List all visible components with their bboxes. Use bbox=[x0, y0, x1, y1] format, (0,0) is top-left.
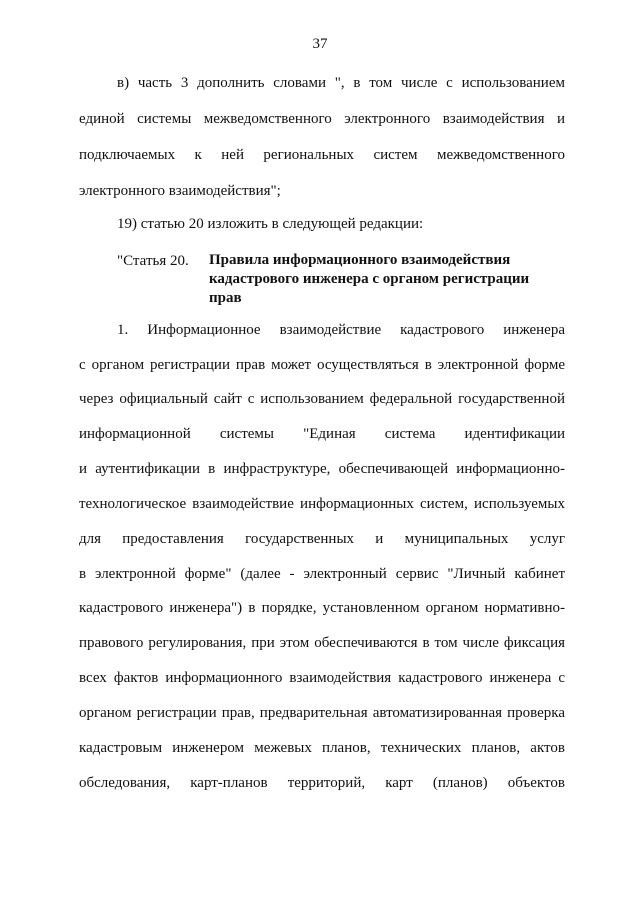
clause-1-line-6: технологическое взаимодействие информационных систем, используемых bbox=[79, 496, 565, 512]
clause-1-line-13: кадастровым инженером межевых планов, технических планов, актов bbox=[79, 740, 565, 756]
paragraph-v-line-3: подключаемых к ней региональных систем межведомственного bbox=[79, 147, 565, 163]
clause-1-line-5: и аутентификации в инфраструктуре, обеспечивающей информационно- bbox=[79, 461, 565, 477]
article-title-line-2: кадастрового инженера с органом регистрации bbox=[209, 271, 530, 287]
clause-1-line-9: кадастрового инженера") в порядке, установленном органом нормативно- bbox=[79, 600, 565, 616]
clause-1-line-1: 1. Информационное взаимодействие кадастрового инженера bbox=[117, 322, 565, 338]
clause-1-line-7: для предоставления государственных и муниципальных услуг bbox=[79, 531, 565, 547]
clause-1-line-14: обследования, карт-планов территорий, карт (планов) объектов bbox=[79, 775, 565, 791]
paragraph-v-line-1: в) часть 3 дополнить словами ", в том числе с использованием bbox=[117, 75, 565, 91]
paragraph-v-line-2: единой системы межведомственного электронного взаимодействия и bbox=[79, 111, 565, 127]
article-title bbox=[209, 251, 549, 308]
clause-1-line-8: в электронной форме" (далее - электронный сервис "Личный кабинет bbox=[79, 566, 565, 582]
clause-1-line-11: всех фактов информационного взаимодействия кадастрового инженера с bbox=[79, 670, 565, 686]
item-19: 19) статью 20 изложить в следующей редакции: bbox=[117, 216, 424, 232]
clause-1-line-2: с органом регистрации прав может осуществляться в электронной форме bbox=[79, 357, 565, 373]
article-label: "Статья 20. bbox=[117, 253, 189, 269]
clause-1-line-3: через официальный сайт с использованием федеральной государственной bbox=[79, 391, 565, 407]
clause-1-line-4: информационной системы "Единая система идентификации bbox=[79, 426, 565, 442]
clause-1-line-12: органом регистрации прав, предварительная автоматизированная проверка bbox=[79, 705, 565, 721]
article-title-line-1: Правила информационного взаимодействия bbox=[209, 252, 511, 268]
page-number: 37 bbox=[312, 36, 328, 52]
article-title-line-3: прав bbox=[209, 290, 242, 306]
paragraph-v-line-4: электронного взаимодействия"; bbox=[79, 183, 281, 199]
clause-1-line-10: правового регулирования, при этом обеспечиваются в том числе фиксация bbox=[79, 635, 565, 651]
